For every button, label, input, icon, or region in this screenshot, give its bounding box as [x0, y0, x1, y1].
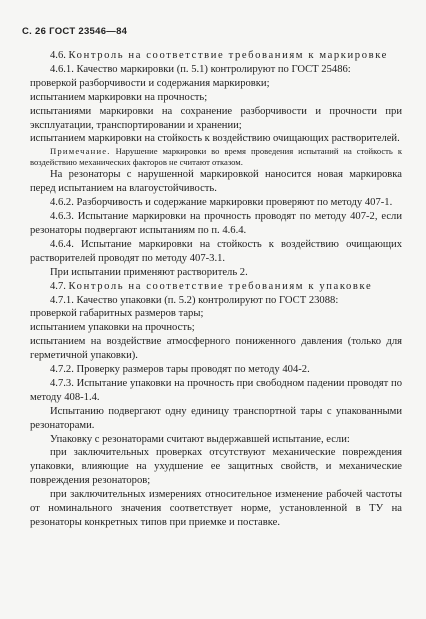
paragraph-4-6-3: 4.6.3. Испытание маркировки на прочность проводят по методу 407-2, если резонаторы подвергают испытаниям по п. 4.6.4.: [30, 211, 402, 236]
section-title: Контроль на соответствие требованиям к упаковке: [68, 280, 373, 292]
paragraph-4-7-1: 4.7.1. Качество упаковки (п. 5.2) контролируют по ГОСТ 23088:: [50, 294, 339, 306]
list-item: испытанием маркировки на прочность;: [30, 91, 208, 103]
note: [30, 146, 402, 168]
document-body: [30, 49, 402, 530]
condition-item: при заключительных проверках отсутствуют механические повреждения упаковки, влияющие на ухудшение ее защитных свойств, и механические повреждения резонаторов;: [30, 447, 402, 487]
list-item: проверкой разборчивости и содержания маркировки;: [30, 77, 270, 89]
paragraph-4-6-1: 4.6.1. Качество маркировки (п. 5.1) контролируют по ГОСТ 25486:: [50, 63, 351, 75]
section-heading-4-6: [30, 49, 402, 63]
condition-item: при заключительных измерениях относительное изменение рабочей частоты от номинального значения соответствует норме, установленной в ТУ на резонаторы конкретных типов при приемке и поставке.: [30, 489, 402, 528]
paragraph: Испытанию подвергают одну единицу транспортной тары с упакованными резонаторами.: [30, 405, 402, 431]
paragraph: На резонаторы с нарушенной маркировкой наносится новая маркировка перед испытанием на влагоустойчивость.: [30, 169, 402, 195]
page-header: С. 26 ГОСТ 23546—84: [22, 26, 128, 37]
section-number: 4.7.: [50, 280, 66, 292]
paragraph-4-7-2: 4.7.2. Проверку размеров тары проводят по методу 404-2.: [50, 364, 310, 376]
note-label: Примечание.: [50, 146, 111, 157]
list-item: проверкой габаритных размеров тары;: [30, 308, 204, 320]
paragraph-4-6-4: 4.6.4. Испытание маркировки на стойкость к воздействию очищающих растворителей проводят по методу 407-3.1.: [30, 238, 402, 264]
paragraph: Упаковку с резонаторами считают выдержавшей испытание, если:: [50, 433, 350, 445]
section-title: Контроль на соответствие требованиям к маркировке: [68, 50, 388, 61]
paragraph: При испытании применяют растворитель 2.: [50, 266, 248, 278]
list-item: испытанием упаковки на прочность;: [30, 322, 195, 334]
paragraph-4-6-2: 4.6.2. Разборчивость и содержание маркировки проверяют по методу 407-1.: [50, 197, 393, 209]
list-item: испытаниями маркировки на сохранение разборчивости и прочности при эксплуатации, транспортировании и хранении;: [30, 105, 402, 131]
paragraph-4-7-3: 4.7.3. Испытание упаковки на прочность при свободном падении проводят по методу 408-1.4.: [30, 377, 402, 403]
section-number: 4.6.: [50, 50, 66, 61]
note-text: Нарушение маркировки во время проведения испытаний на стойкость к воздействию механических факторов не считают отказом.: [30, 146, 402, 168]
list-item: испытанием на воздействие атмосферного пониженного давления (только для герметичной упаковки).: [30, 336, 402, 362]
section-heading-4-7: [30, 280, 402, 294]
list-item: испытанием маркировки на стойкость к воздействию очищающих растворителей.: [30, 133, 400, 145]
